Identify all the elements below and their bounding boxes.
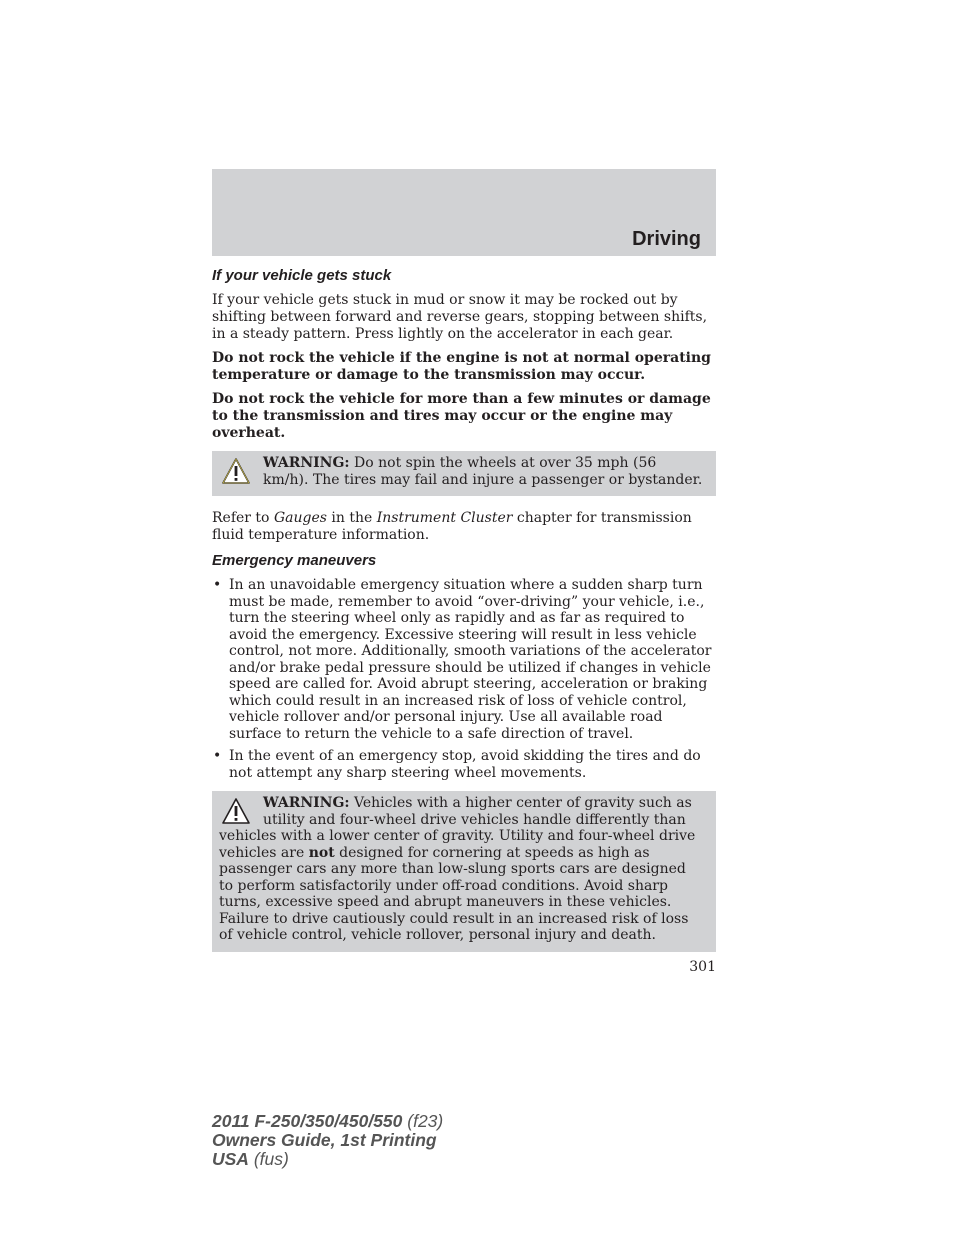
bullet: • xyxy=(213,748,222,764)
list-item xyxy=(212,748,716,781)
list-item-text: In the event of an emergency stop, avoid skidding the tires and do not attempt any sharp steering wheel movements. xyxy=(229,748,701,781)
list-item-text: In an unavoidable emergency situation where a sudden sharp turn must be made, remember to avoid “over-driving” your vehicle, i.e., turn the steering wheel only as rapidly and as far as required to avoid the emergency. Excessive steering will result in less vehicle control, not more. Additionally, smooth variations of the accelerator and/or brake pedal pressure should be utilized if changes in vehicle speed are called for. Avoid abrupt steering, acceleration or braking which could result in an increased risk of loss of vehicle control, vehicle rollover and/or personal injury. Use all available road surface to return the vehicle to a safe direction of travel. xyxy=(229,577,712,742)
footer-line-2: Owners Guide, 1st Printing xyxy=(212,1130,437,1150)
section-title: Driving xyxy=(632,228,701,250)
footer-line-3 xyxy=(212,1150,443,1169)
document-footer xyxy=(212,1112,443,1169)
refer-text-end: chapter for transmission fluid temperature information. xyxy=(212,510,692,543)
warning-emphasis: not xyxy=(308,844,335,861)
footer-region: USA xyxy=(212,1149,249,1169)
warning-box-wheel-spin xyxy=(212,451,716,496)
refer-cluster: Instrument Cluster xyxy=(376,510,513,526)
section-header xyxy=(212,169,716,256)
warning-triangle-icon xyxy=(221,797,251,825)
list-item xyxy=(212,577,716,742)
footer-line-1 xyxy=(212,1112,443,1131)
warning-label: WARNING: xyxy=(263,455,350,471)
stuck-caution-1: Do not rock the vehicle if the engine is not at normal operating temperature or damage to the transmission may occur. xyxy=(212,350,711,383)
stuck-caution-2: Do not rock the vehicle for more than a few minutes or damage to the transmission and tires may occur or the engine may overheat. xyxy=(212,391,711,441)
page-number: 301 xyxy=(689,959,716,975)
warning-triangle-icon xyxy=(221,457,251,485)
warning-box-center-of-gravity xyxy=(212,791,716,952)
warning-text-cont: designed for cornering at speeds as high as passenger cars any more than low-slung sports cars are designed to perform satisfactorily under off-road conditions. Avoid sharp turns, excessive speed and abrupt maneuvers in these vehicles. Failure to drive cautiously could result in an increased risk of loss of vehicle control, vehicle rollover, personal injury and death. xyxy=(219,844,689,943)
refer-gauges: Gauges xyxy=(273,510,327,526)
emergency-heading: Emergency maneuvers xyxy=(212,552,377,569)
refer-text-mid: in the xyxy=(326,510,377,526)
footer-model-code: (f23) xyxy=(402,1111,444,1131)
warning-text: Vehicles with a higher center of gravity such as utility and four-wheel drive vehicles handle differently than vehicles with a lower center of gravity. Utility and four-wheel drive vehicles are xyxy=(219,795,696,861)
stuck-heading: If your vehicle gets stuck xyxy=(212,267,392,284)
warning-text: Do not spin the wheels at over 35 mph (56 km/h). The tires may fail and injure a passenger or bystander. xyxy=(263,455,703,488)
refer-paragraph xyxy=(212,510,716,544)
warning-label: WARNING: xyxy=(263,795,350,811)
footer-region-code: (fus) xyxy=(248,1149,289,1169)
footer-model: 2011 F-250/350/450/550 xyxy=(212,1111,403,1131)
emergency-list xyxy=(212,577,716,781)
refer-text: Refer to xyxy=(212,510,274,526)
bullet: • xyxy=(213,577,222,593)
page-content xyxy=(212,266,716,966)
stuck-paragraph: If your vehicle gets stuck in mud or snow it may be rocked out by shifting between forward and reverse gears, stopping between shifts, in a steady pattern. Press lightly on the accelerator in each gear. xyxy=(212,292,708,342)
